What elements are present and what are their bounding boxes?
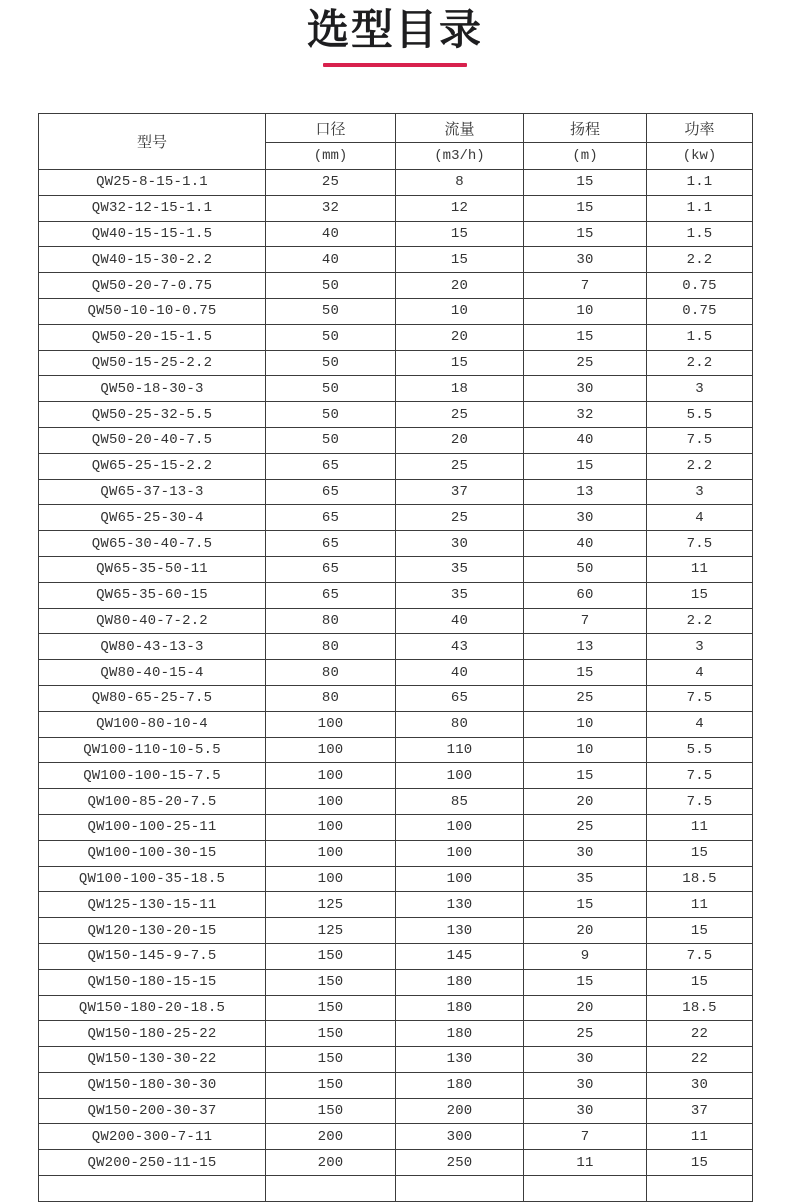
- power-cell: 15: [647, 1150, 753, 1176]
- flow-cell: 8: [396, 170, 524, 196]
- head-cell: 15: [524, 195, 647, 221]
- table-row: [39, 350, 753, 376]
- power-cell: 2.2: [647, 453, 753, 479]
- table-row: [39, 221, 753, 247]
- diameter-cell: 65: [266, 556, 396, 582]
- diameter-cell: 150: [266, 1021, 396, 1047]
- power-cell: 18.5: [647, 995, 753, 1021]
- flow-cell: 65: [396, 685, 524, 711]
- model-cell: QW150-180-20-18.5: [39, 995, 266, 1021]
- model-cell: QW65-25-15-2.2: [39, 453, 266, 479]
- flow-cell: 10: [396, 298, 524, 324]
- model-cell: QW65-35-50-11: [39, 556, 266, 582]
- power-cell: 11: [647, 892, 753, 918]
- head-cell: 10: [524, 737, 647, 763]
- table-row: [39, 1098, 753, 1124]
- head-cell: 11: [524, 1150, 647, 1176]
- diameter-cell: 100: [266, 814, 396, 840]
- flow-cell: 145: [396, 943, 524, 969]
- table-row: [39, 247, 753, 273]
- model-cell: QW65-35-60-15: [39, 582, 266, 608]
- model-cell: QW80-65-25-7.5: [39, 685, 266, 711]
- table-row: [39, 195, 753, 221]
- power-cell: 7.5: [647, 943, 753, 969]
- empty-cell: [524, 1176, 647, 1202]
- table-row: [39, 582, 753, 608]
- head-cell: 25: [524, 814, 647, 840]
- empty-cell: [39, 1176, 266, 1202]
- power-cell: 1.1: [647, 170, 753, 196]
- power-cell: 7.5: [647, 685, 753, 711]
- power-cell: 5.5: [647, 402, 753, 428]
- table-row: [39, 866, 753, 892]
- model-cell: QW100-110-10-5.5: [39, 737, 266, 763]
- table-row: [39, 170, 753, 196]
- model-cell: QW150-180-15-15: [39, 969, 266, 995]
- power-cell: 22: [647, 1047, 753, 1073]
- model-cell: QW50-15-25-2.2: [39, 350, 266, 376]
- model-cell: QW200-300-7-11: [39, 1124, 266, 1150]
- diameter-cell: 100: [266, 711, 396, 737]
- table-header: [39, 114, 753, 170]
- diameter-cell: 80: [266, 608, 396, 634]
- diameter-cell: 150: [266, 969, 396, 995]
- power-cell: 3: [647, 479, 753, 505]
- flow-cell: 15: [396, 221, 524, 247]
- table-row: [39, 479, 753, 505]
- model-cell: QW100-100-35-18.5: [39, 866, 266, 892]
- head-cell: 30: [524, 1047, 647, 1073]
- flow-cell: 180: [396, 1072, 524, 1098]
- model-cell: QW50-20-15-1.5: [39, 324, 266, 350]
- head-cell: 13: [524, 634, 647, 660]
- table-row: [39, 1047, 753, 1073]
- model-cell: QW80-43-13-3: [39, 634, 266, 660]
- head-cell: 60: [524, 582, 647, 608]
- table-row: [39, 531, 753, 557]
- table-row: [39, 660, 753, 686]
- model-cell: QW80-40-7-2.2: [39, 608, 266, 634]
- selection-table-container: [38, 113, 752, 1202]
- model-cell: QW100-100-15-7.5: [39, 763, 266, 789]
- power-cell: 2.2: [647, 247, 753, 273]
- model-cell: QW50-18-30-3: [39, 376, 266, 402]
- table-row: [39, 608, 753, 634]
- diameter-cell: 25: [266, 170, 396, 196]
- diameter-cell: 50: [266, 350, 396, 376]
- head-cell: 32: [524, 402, 647, 428]
- table-row: [39, 892, 753, 918]
- head-cell: 40: [524, 427, 647, 453]
- flow-cell: 30: [396, 531, 524, 557]
- power-cell: 5.5: [647, 737, 753, 763]
- pump-selection-table: [38, 113, 753, 1202]
- flow-cell: 130: [396, 892, 524, 918]
- power-cell: 0.75: [647, 273, 753, 299]
- head-cell: 30: [524, 1098, 647, 1124]
- diameter-cell: 125: [266, 892, 396, 918]
- table-row: [39, 789, 753, 815]
- model-cell: QW200-250-11-15: [39, 1150, 266, 1176]
- power-cell: 1.1: [647, 195, 753, 221]
- flow-cell: 110: [396, 737, 524, 763]
- head-cell: 13: [524, 479, 647, 505]
- power-cell: 11: [647, 556, 753, 582]
- power-cell: 15: [647, 840, 753, 866]
- model-cell: QW40-15-15-1.5: [39, 221, 266, 247]
- flow-cell: 180: [396, 969, 524, 995]
- diameter-cell: 80: [266, 685, 396, 711]
- diameter-cell: 150: [266, 995, 396, 1021]
- table-row: [39, 505, 753, 531]
- model-cell: QW25-8-15-1.1: [39, 170, 266, 196]
- power-cell: 7.5: [647, 789, 753, 815]
- flow-cell: 18: [396, 376, 524, 402]
- model-cell: QW50-20-40-7.5: [39, 427, 266, 453]
- diameter-cell: 65: [266, 582, 396, 608]
- model-cell: QW50-25-32-5.5: [39, 402, 266, 428]
- diameter-cell: 65: [266, 505, 396, 531]
- power-cell: 15: [647, 918, 753, 944]
- table-row: [39, 556, 753, 582]
- diameter-cell: 50: [266, 427, 396, 453]
- diameter-cell: 100: [266, 763, 396, 789]
- table-row: [39, 1021, 753, 1047]
- flow-cell: 15: [396, 247, 524, 273]
- power-cell: 4: [647, 711, 753, 737]
- diameter-cell: 40: [266, 247, 396, 273]
- table-row: [39, 737, 753, 763]
- model-cell: QW50-20-7-0.75: [39, 273, 266, 299]
- head-cell: 10: [524, 711, 647, 737]
- head-cell: 50: [524, 556, 647, 582]
- diameter-cell: 50: [266, 376, 396, 402]
- head-cell: 30: [524, 1072, 647, 1098]
- head-cell: 9: [524, 943, 647, 969]
- diameter-cell: 150: [266, 1047, 396, 1073]
- flow-cell: 80: [396, 711, 524, 737]
- diameter-cell: 50: [266, 324, 396, 350]
- flow-cell: 40: [396, 660, 524, 686]
- diameter-cell: 80: [266, 634, 396, 660]
- header-diameter: 口径: [266, 114, 396, 143]
- flow-cell: 100: [396, 866, 524, 892]
- empty-cell: [647, 1176, 753, 1202]
- head-cell: 7: [524, 608, 647, 634]
- head-cell: 20: [524, 918, 647, 944]
- head-cell: 35: [524, 866, 647, 892]
- model-cell: QW40-15-30-2.2: [39, 247, 266, 273]
- head-cell: 30: [524, 247, 647, 273]
- head-cell: 20: [524, 995, 647, 1021]
- power-cell: 1.5: [647, 221, 753, 247]
- power-cell: 7.5: [647, 531, 753, 557]
- table-row: [39, 634, 753, 660]
- diameter-cell: 150: [266, 943, 396, 969]
- power-cell: 4: [647, 660, 753, 686]
- power-cell: 2.2: [647, 608, 753, 634]
- flow-cell: 100: [396, 814, 524, 840]
- head-cell: 20: [524, 789, 647, 815]
- table-row: [39, 427, 753, 453]
- flow-cell: 180: [396, 1021, 524, 1047]
- empty-cell: [396, 1176, 524, 1202]
- flow-cell: 100: [396, 840, 524, 866]
- model-cell: QW150-130-30-22: [39, 1047, 266, 1073]
- power-cell: 11: [647, 814, 753, 840]
- power-cell: 18.5: [647, 866, 753, 892]
- model-cell: QW150-145-9-7.5: [39, 943, 266, 969]
- flow-cell: 15: [396, 350, 524, 376]
- head-cell: 15: [524, 170, 647, 196]
- diameter-cell: 50: [266, 402, 396, 428]
- diameter-cell: 40: [266, 221, 396, 247]
- power-cell: 15: [647, 969, 753, 995]
- model-cell: QW32-12-15-1.1: [39, 195, 266, 221]
- table-row: [39, 453, 753, 479]
- unit-head: (m): [524, 143, 647, 170]
- table-row: [39, 969, 753, 995]
- head-cell: 25: [524, 350, 647, 376]
- diameter-cell: 65: [266, 479, 396, 505]
- header-head: 扬程: [524, 114, 647, 143]
- flow-cell: 250: [396, 1150, 524, 1176]
- table-row: [39, 763, 753, 789]
- flow-cell: 25: [396, 453, 524, 479]
- head-cell: 30: [524, 505, 647, 531]
- diameter-cell: 100: [266, 789, 396, 815]
- power-cell: 0.75: [647, 298, 753, 324]
- model-cell: QW100-80-10-4: [39, 711, 266, 737]
- head-cell: 30: [524, 840, 647, 866]
- table-row: [39, 840, 753, 866]
- unit-power: (kw): [647, 143, 753, 170]
- head-cell: 7: [524, 273, 647, 299]
- head-cell: 10: [524, 298, 647, 324]
- flow-cell: 200: [396, 1098, 524, 1124]
- flow-cell: 20: [396, 273, 524, 299]
- diameter-cell: 125: [266, 918, 396, 944]
- head-cell: 15: [524, 660, 647, 686]
- flow-cell: 43: [396, 634, 524, 660]
- flow-cell: 100: [396, 763, 524, 789]
- model-cell: QW65-25-30-4: [39, 505, 266, 531]
- diameter-cell: 32: [266, 195, 396, 221]
- power-cell: 1.5: [647, 324, 753, 350]
- head-cell: 15: [524, 892, 647, 918]
- title-underline: [323, 63, 467, 67]
- head-cell: 15: [524, 453, 647, 479]
- flow-cell: 25: [396, 402, 524, 428]
- flow-cell: 35: [396, 556, 524, 582]
- table-row: [39, 1124, 753, 1150]
- power-cell: 7.5: [647, 427, 753, 453]
- table-row: [39, 298, 753, 324]
- header-power: 功率: [647, 114, 753, 143]
- diameter-cell: 200: [266, 1150, 396, 1176]
- diameter-cell: 100: [266, 840, 396, 866]
- header-model: 型号: [39, 114, 266, 170]
- model-cell: QW65-30-40-7.5: [39, 531, 266, 557]
- flow-cell: 85: [396, 789, 524, 815]
- head-cell: 15: [524, 221, 647, 247]
- model-cell: QW100-100-25-11: [39, 814, 266, 840]
- diameter-cell: 65: [266, 531, 396, 557]
- flow-cell: 20: [396, 427, 524, 453]
- flow-cell: 20: [396, 324, 524, 350]
- model-cell: QW80-40-15-4: [39, 660, 266, 686]
- unit-diameter: (mm): [266, 143, 396, 170]
- model-cell: QW65-37-13-3: [39, 479, 266, 505]
- table-row: [39, 273, 753, 299]
- diameter-cell: 65: [266, 453, 396, 479]
- diameter-cell: 200: [266, 1124, 396, 1150]
- flow-cell: 35: [396, 582, 524, 608]
- power-cell: 30: [647, 1072, 753, 1098]
- head-cell: 30: [524, 376, 647, 402]
- diameter-cell: 150: [266, 1072, 396, 1098]
- power-cell: 22: [647, 1021, 753, 1047]
- model-cell: QW50-10-10-0.75: [39, 298, 266, 324]
- table-body: [39, 170, 753, 1202]
- flow-cell: 37: [396, 479, 524, 505]
- table-row: [39, 376, 753, 402]
- table-row: [39, 324, 753, 350]
- power-cell: 3: [647, 376, 753, 402]
- head-cell: 7: [524, 1124, 647, 1150]
- header-flow: 流量: [396, 114, 524, 143]
- page-title: 选型目录: [306, 6, 483, 53]
- head-cell: 25: [524, 685, 647, 711]
- diameter-cell: 150: [266, 1098, 396, 1124]
- table-row: [39, 943, 753, 969]
- head-cell: 15: [524, 969, 647, 995]
- model-cell: QW125-130-15-11: [39, 892, 266, 918]
- table-row: [39, 918, 753, 944]
- diameter-cell: 80: [266, 660, 396, 686]
- head-cell: 15: [524, 324, 647, 350]
- table-row: [39, 1072, 753, 1098]
- table-row: [39, 814, 753, 840]
- flow-cell: 130: [396, 918, 524, 944]
- table-row: [39, 402, 753, 428]
- power-cell: 7.5: [647, 763, 753, 789]
- table-row: [39, 685, 753, 711]
- model-cell: QW120-130-20-15: [39, 918, 266, 944]
- table-row: [39, 711, 753, 737]
- model-cell: QW150-200-30-37: [39, 1098, 266, 1124]
- model-cell: QW100-85-20-7.5: [39, 789, 266, 815]
- empty-cell: [266, 1176, 396, 1202]
- table-row: [39, 995, 753, 1021]
- power-cell: 4: [647, 505, 753, 531]
- flow-cell: 40: [396, 608, 524, 634]
- diameter-cell: 100: [266, 866, 396, 892]
- flow-cell: 300: [396, 1124, 524, 1150]
- head-cell: 15: [524, 763, 647, 789]
- head-cell: 25: [524, 1021, 647, 1047]
- page-header: [0, 0, 790, 67]
- model-cell: QW100-100-30-15: [39, 840, 266, 866]
- flow-cell: 12: [396, 195, 524, 221]
- flow-cell: 25: [396, 505, 524, 531]
- table-row: [39, 1150, 753, 1176]
- flow-cell: 130: [396, 1047, 524, 1073]
- diameter-cell: 50: [266, 273, 396, 299]
- table-row-partial: [39, 1176, 753, 1202]
- flow-cell: 180: [396, 995, 524, 1021]
- diameter-cell: 50: [266, 298, 396, 324]
- model-cell: QW150-180-30-30: [39, 1072, 266, 1098]
- power-cell: 3: [647, 634, 753, 660]
- power-cell: 11: [647, 1124, 753, 1150]
- power-cell: 2.2: [647, 350, 753, 376]
- model-cell: QW150-180-25-22: [39, 1021, 266, 1047]
- power-cell: 37: [647, 1098, 753, 1124]
- header-label-row: [39, 114, 753, 143]
- power-cell: 15: [647, 582, 753, 608]
- head-cell: 40: [524, 531, 647, 557]
- diameter-cell: 100: [266, 737, 396, 763]
- unit-flow: (m3/h): [396, 143, 524, 170]
